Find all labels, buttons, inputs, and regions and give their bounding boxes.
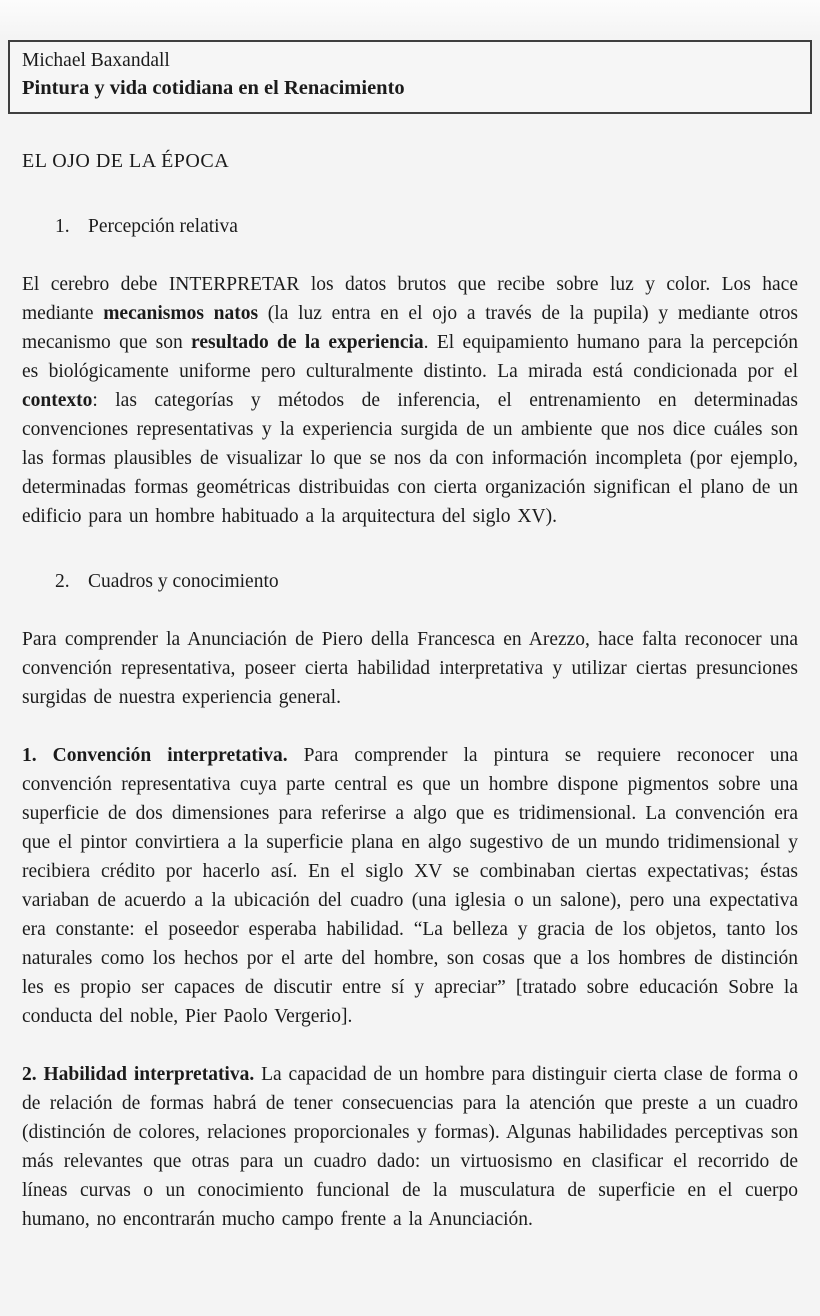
author-line: Michael Baxandall <box>22 50 170 71</box>
item-number: 1. <box>55 216 70 237</box>
top-margin <box>22 0 798 40</box>
numbered-item-cuadros <box>22 567 798 596</box>
numbered-item-percepcion <box>22 212 798 241</box>
paragraph-percepcion-relativa: El cerebro debe INTERPRETAR los datos brutos que recibe sobre luz y color. Los hace mediante mecanismos natos (la luz entra en el ojo a través de la pupila) y mediante otros mecanismo que son resultado de la experiencia. El equipamiento humano para la percepción es biológicamente uniforme pero culturalmente distinto. La mirada está condicionada por el contexto: las categorías y métodos de inferencia, el entrenamiento en determinadas convenciones representativas y la experiencia surgida de un ambiente que nos dice cuáles son las formas plausibles de visualizar lo que se nos da con información incompleta (por ejemplo, determinadas formas geométricas distribuidas con cierta organización significan el plano de un edificio para un hombre habituado a la arquitectura del siglo XV). <box>22 274 799 527</box>
section-heading: EL OJO DE LA ÉPOCA <box>22 150 230 172</box>
book-title-line: Pintura y vida cotidiana en el Renacimiento <box>22 77 405 99</box>
title-box <box>8 40 812 114</box>
item-number: 2. <box>55 571 70 592</box>
item-label: Cuadros y conocimiento <box>88 571 279 592</box>
paragraph-convencion-interpretativa: 1. Convención interpretativa. Para comprender la pintura se requiere reconocer una convención representativa cuya parte central es que un hombre dispone pigmentos sobre una superficie de dos dimensiones para referirse a algo que es tridimensional. La convención era que el pintor convirtiera a la superficie plana en algo sugestivo de un mundo tridimensional y recibiera crédito por hacerlo así. En el siglo XV se combinaban ciertas expectativas; éstas variaban de acuerdo a la ubicación del cuadro (una iglesia o un salone), pero una expectativa era constante: el poseedor esperaba habilidad. “La belleza y gracia de los objetos, tanto los naturales como los hechos por el arte del hombre, son cosas que a los hombres de distinción les es propio ser capaces de discutir entre sí y apreciar” [tratado sobre educación Sobre la conducta del noble, Pier Paolo Vergerio]. <box>22 745 798 1027</box>
item-label: Percepción relativa <box>88 216 238 237</box>
paragraph-anunciacion-intro: Para comprender la Anunciación de Piero della Francesca en Arezzo, hace falta reconocer una convención representativa, poseer cierta habilidad interpretativa y utilizar ciertas presunciones surgidas de nuestra experiencia general. <box>22 629 798 708</box>
paragraph-habilidad-interpretativa: 2. Habilidad interpretativa. La capacidad de un hombre para distinguir cierta clase de forma o de relación de formas habrá de tener consecuencias para la atención que preste a un cuadro (distinción de colores, relaciones proporcionales y formas). Algunas habilidades perceptivas son más relevantes que otras para un cuadro dado: un virtuosismo en clasificar el recorrido de líneas curvas o un conocimiento funcional de la musculatura de superficie en el cuerpo humano, no encontrarán mucho campo frente a la Anunciación. <box>22 1064 799 1230</box>
